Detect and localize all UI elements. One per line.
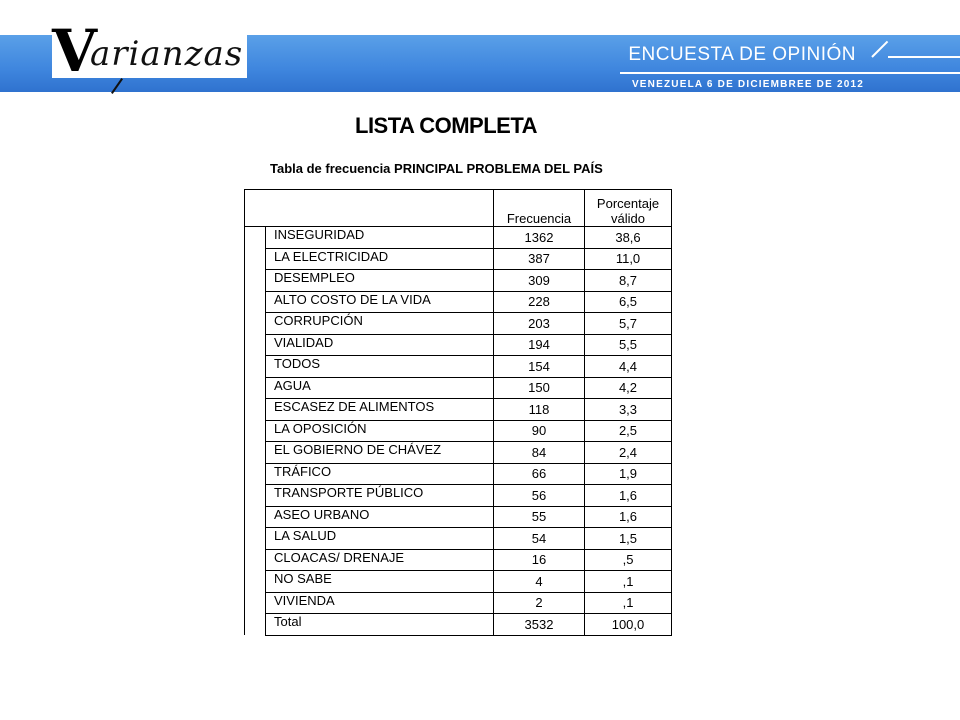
logo-v-mark: V [52,17,98,85]
header-blank-cell [245,190,494,227]
row-label: ESCASEZ DE ALIMENTOS [266,399,494,421]
table-row [245,614,672,636]
row-percent: 5,7 [585,313,672,335]
header-frequency [494,190,585,227]
table-row [245,506,672,528]
row-frequency: 1362 [494,227,585,249]
table-row [245,334,672,356]
row-indent-cell [245,420,266,442]
row-indent-cell [245,291,266,313]
row-frequency: 150 [494,377,585,399]
row-percent: 38,6 [585,227,672,249]
table-row [245,270,672,292]
row-frequency: 309 [494,270,585,292]
row-frequency: 90 [494,420,585,442]
row-frequency: 3532 [494,614,585,636]
logo-wordmark: arianzas [90,34,244,74]
table-row [245,291,672,313]
table-caption: Tabla de frecuencia PRINCIPAL PROBLEMA DEL PAÍS [270,161,603,176]
row-label: ALTO COSTO DE LA VIDA [266,291,494,313]
row-frequency: 387 [494,248,585,270]
table-row [245,463,672,485]
table-row [245,420,672,442]
row-percent: 5,5 [585,334,672,356]
row-label: ASEO URBANO [266,506,494,528]
header-divider-line-upper [888,56,960,58]
row-frequency: 66 [494,463,585,485]
row-percent: 1,6 [585,506,672,528]
row-frequency: 54 [494,528,585,550]
table-row [245,528,672,550]
row-frequency: 55 [494,506,585,528]
table-row [245,356,672,378]
table-row [245,399,672,421]
row-frequency: 194 [494,334,585,356]
row-percent: 3,3 [585,399,672,421]
row-label: NO SABE [266,571,494,593]
row-label: LA ELECTRICIDAD [266,248,494,270]
row-percent: 4,4 [585,356,672,378]
row-frequency: 56 [494,485,585,507]
table-row [245,313,672,335]
table-row [245,442,672,464]
row-label: VIALIDAD [266,334,494,356]
header-subtitle: VENEZUELA 6 DE DICIEMBREE DE 2012 [631,79,864,90]
row-frequency: 2 [494,592,585,614]
row-label: INSEGURIDAD [266,227,494,249]
row-label: AGUA [266,377,494,399]
row-indent-cell [245,227,266,249]
row-indent-cell [245,485,266,507]
row-label: LA SALUD [266,528,494,550]
row-percent: ,5 [585,549,672,571]
row-percent: 8,7 [585,270,672,292]
row-percent: ,1 [585,592,672,614]
row-label: TRANSPORTE PÚBLICO [266,485,494,507]
row-frequency: 84 [494,442,585,464]
table-row [245,485,672,507]
row-indent-cell [245,549,266,571]
row-indent-cell [245,571,266,593]
row-frequency: 16 [494,549,585,571]
header-percent [585,190,672,227]
header-percent-label: Porcentaje válido [596,196,660,226]
row-label: CLOACAS/ DRENAJE [266,549,494,571]
row-frequency: 154 [494,356,585,378]
row-percent: ,1 [585,571,672,593]
row-frequency: 228 [494,291,585,313]
row-indent-cell [245,592,266,614]
header-divider-line [620,72,960,74]
row-indent-cell [245,442,266,464]
row-label: Total [266,614,494,636]
row-percent: 1,6 [585,485,672,507]
table-header-row [245,190,672,227]
row-indent-cell [245,248,266,270]
row-label: EL GOBIERNO DE CHÁVEZ [266,442,494,464]
header-frequency-label: Frecuencia [506,211,572,226]
row-frequency: 4 [494,571,585,593]
row-indent-cell [245,463,266,485]
table-row [245,549,672,571]
row-indent-cell [245,614,266,636]
table-row [245,248,672,270]
row-label: VIVIENDA [266,592,494,614]
table-body [245,227,672,636]
row-label: LA OPOSICIÓN [266,420,494,442]
table-row [245,571,672,593]
row-percent: 6,5 [585,291,672,313]
row-indent-cell [245,399,266,421]
row-indent-cell [245,334,266,356]
row-frequency: 118 [494,399,585,421]
logo [52,17,247,85]
row-indent-cell [245,270,266,292]
row-label: CORRUPCIÓN [266,313,494,335]
row-label: TRÁFICO [266,463,494,485]
table-row [245,592,672,614]
row-label: DESEMPLEO [266,270,494,292]
row-indent-cell [245,506,266,528]
row-indent-cell [245,528,266,550]
row-indent-cell [245,377,266,399]
row-percent: 2,4 [585,442,672,464]
row-frequency: 203 [494,313,585,335]
row-percent: 1,9 [585,463,672,485]
row-percent: 2,5 [585,420,672,442]
row-percent: 100,0 [585,614,672,636]
row-percent: 11,0 [585,248,672,270]
row-indent-cell [245,313,266,335]
row-percent: 1,5 [585,528,672,550]
page-title: LISTA COMPLETA [355,113,538,138]
row-percent: 4,2 [585,377,672,399]
row-label: TODOS [266,356,494,378]
table-row [245,227,672,249]
header-title: ENCUESTA DE OPINIÓN [628,44,856,65]
frequency-table [244,189,672,636]
table-row [245,377,672,399]
row-indent-cell [245,356,266,378]
